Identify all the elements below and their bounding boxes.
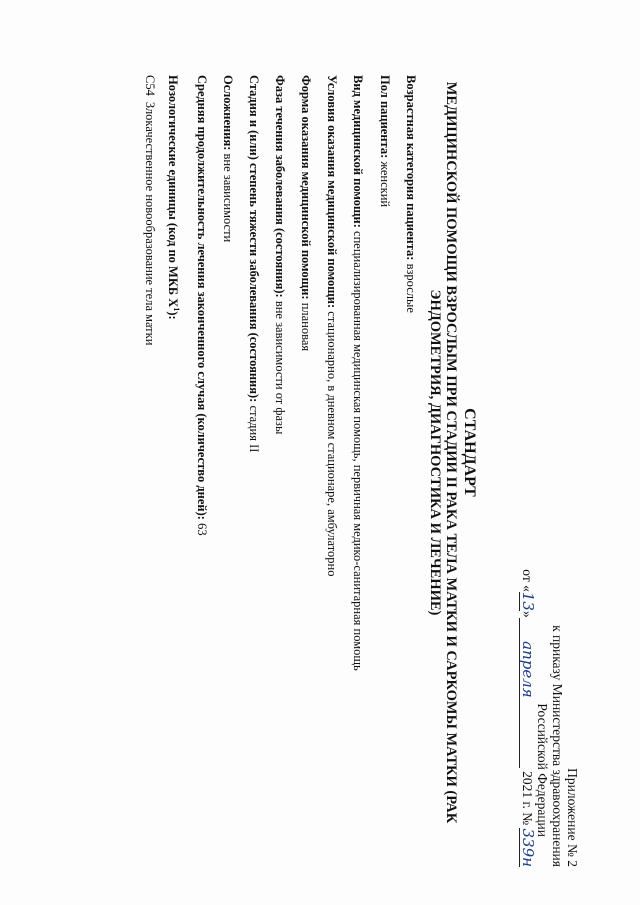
date-gap: [519, 698, 535, 768]
title-line-2: ЭНДОМЕТРИЯ, ДИАГНОСТИКА И ЛЕЧЕНИЕ): [427, 289, 443, 616]
annex-line-1: Приложение № 2: [565, 768, 580, 867]
icd-row: [143, 75, 157, 345]
date-day: 13: [519, 591, 537, 611]
field-nosological-units: Нозологические единицы (код по МКБ $X^1$):: [165, 75, 181, 320]
title-heading: СТАНДАРТ: [461, 408, 478, 497]
order-number: 339н: [519, 828, 537, 867]
document-title: [427, 0, 478, 905]
date-sep: »: [520, 610, 535, 618]
field-treatment-duration: Средняя продолжительность лечения законченного случая (количество дней): 63: [195, 75, 209, 536]
date-month: апреля: [519, 618, 535, 698]
field-care-type: Вид медицинской помощи: специализированная медицинская помощь, первичная медико-санитарная помощь: [351, 75, 365, 671]
annex-date-line: [519, 569, 535, 867]
field-disease-phase: Фаза течения заболевания (состояния): вне зависимости от фазы: [273, 75, 287, 435]
field-complications: Осложнения: вне зависимости: [221, 75, 235, 243]
field-disease-stage: Стадия и (или) степень тяжести заболевания (состояния): стадия II: [247, 75, 261, 453]
date-year: 2021 г. №: [520, 771, 535, 826]
annex-block: [519, 569, 580, 867]
field-care-form: Форма оказания медицинской помощи: плановая: [299, 75, 313, 352]
icd-code: C54: [143, 75, 157, 96]
date-prefix: от «: [520, 569, 535, 592]
field-sex: Пол пациента: женский: [378, 75, 392, 208]
annex-line-2: к приказу Министерства здравоохранения: [550, 625, 565, 867]
field-age-category: Возрастная категория пациента: взрослые: [404, 75, 418, 313]
field-care-conditions: Условия оказания медицинской помощи: стационарно, в дневном стационаре, амбулаторно: [325, 75, 339, 577]
title-line-1: МЕДИЦИНСКОЙ ПОМОЩИ ВЗРОСЛЫМ ПРИ СТАДИИ II РАКА ТЕЛА МАТКИ И САРКОМЫ МАТКИ (РАК: [443, 81, 460, 824]
annex-line-3: Российской Федерации: [535, 703, 550, 837]
icd-name: Злокачественное новообразование тела матки: [143, 101, 157, 346]
